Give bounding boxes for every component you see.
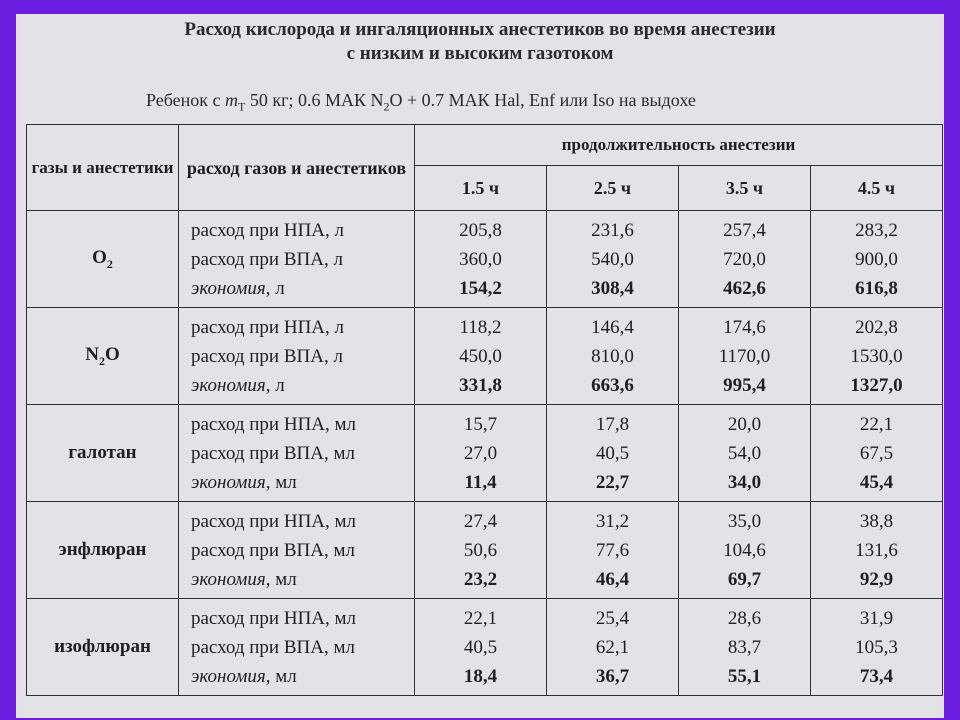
consumption-table [26, 124, 943, 696]
label-savings-unit: , мл [265, 665, 297, 687]
value-cell [811, 405, 943, 502]
label-low-flow: расход при НПА, л [191, 316, 344, 338]
value-cell [547, 405, 679, 502]
label-high-flow: расход при ВПА, л [191, 248, 343, 270]
label-savings-word: экономия [191, 568, 266, 590]
value-cell [811, 599, 943, 696]
value-cell [811, 308, 943, 405]
value-savings: 1327,0 [850, 374, 903, 396]
value-low-flow: 146,4 [591, 316, 634, 338]
value-savings: 36,7 [595, 665, 630, 687]
value-savings: 45,4 [859, 471, 894, 493]
table-row [27, 502, 943, 599]
value-low-flow: 35,0 [727, 510, 762, 532]
value-low-flow: 27,4 [463, 510, 498, 532]
value-cell [415, 599, 547, 696]
value-savings: 55,1 [727, 665, 762, 687]
gas-name: энфлюран [58, 539, 147, 560]
value-low-flow: 25,4 [595, 607, 630, 629]
gas-name-suffix: O [104, 343, 120, 365]
value-cell [811, 502, 943, 599]
label-high-flow: расход при ВПА, мл [191, 442, 355, 464]
value-cell [679, 599, 811, 696]
value-low-flow: 15,7 [463, 413, 498, 435]
table-row [27, 211, 943, 308]
label-savings-word: экономия [191, 471, 266, 493]
value-low-flow: 202,8 [855, 316, 898, 338]
label-savings-word: экономия [191, 374, 266, 396]
value-low-flow: 17,8 [595, 413, 630, 435]
value-cell [415, 211, 547, 308]
gas-name: O [92, 246, 107, 268]
value-cell [679, 308, 811, 405]
label-savings [191, 274, 414, 303]
value-low-flow: 283,2 [855, 219, 898, 241]
value-low-flow: 257,4 [723, 219, 766, 241]
value-high-flow: 77,6 [595, 539, 630, 561]
header-consumption: расход газов и анестетиков [179, 125, 415, 211]
value-high-flow: 131,6 [855, 539, 898, 561]
value-high-flow: 900,0 [855, 248, 898, 270]
gas-name-cell [27, 308, 179, 405]
page-title [16, 18, 944, 66]
value-savings: 331,8 [459, 374, 502, 396]
value-low-flow: 22,1 [463, 607, 498, 629]
value-high-flow: 360,0 [459, 248, 502, 270]
value-low-flow: 174,6 [723, 316, 766, 338]
value-savings: 308,4 [591, 277, 634, 299]
document-page [16, 14, 944, 718]
value-high-flow: 67,5 [859, 442, 894, 464]
value-savings: 69,7 [727, 568, 762, 590]
value-high-flow: 54,0 [727, 442, 762, 464]
value-cell [679, 405, 811, 502]
gas-name-subscript: 2 [98, 353, 105, 368]
table-row [27, 599, 943, 696]
gas-name-subscript: 2 [106, 256, 113, 271]
label-low-flow: расход при НПА, мл [191, 413, 357, 435]
value-savings: 18,4 [463, 665, 498, 687]
header-hour-2: 2.5 ч [547, 166, 679, 211]
header-gases: газы и анестетики [27, 125, 179, 211]
value-cell [679, 502, 811, 599]
gas-name-cell [27, 405, 179, 502]
value-low-flow: 20,0 [727, 413, 762, 435]
consumption-labels-cell [179, 405, 415, 502]
label-high-flow: расход при ВПА, л [191, 345, 343, 367]
gas-name-cell [27, 502, 179, 599]
label-high-flow: расход при ВПА, мл [191, 539, 355, 561]
value-savings: 92,9 [859, 568, 894, 590]
consumption-labels-cell [179, 502, 415, 599]
label-high-flow: расход при ВПА, мл [191, 636, 355, 658]
label-savings-word: экономия [191, 665, 266, 687]
value-savings: 462,6 [723, 277, 766, 299]
subtitle-n2o-subscript: 2 [383, 99, 390, 114]
value-cell [547, 211, 679, 308]
value-high-flow: 83,7 [727, 636, 762, 658]
value-savings: 23,2 [463, 568, 498, 590]
value-low-flow: 205,8 [459, 219, 502, 241]
value-cell [679, 211, 811, 308]
header-hour-3: 3.5 ч [679, 166, 811, 211]
value-high-flow: 720,0 [723, 248, 766, 270]
value-high-flow: 104,6 [723, 539, 766, 561]
value-high-flow: 1530,0 [850, 345, 903, 367]
value-high-flow: 105,3 [855, 636, 898, 658]
subtitle-mass-symbol: m [225, 90, 239, 110]
value-high-flow: 50,6 [463, 539, 498, 561]
value-high-flow: 62,1 [595, 636, 630, 658]
label-low-flow: расход при НПА, мл [191, 510, 357, 532]
label-savings [191, 662, 414, 691]
consumption-labels-cell [179, 308, 415, 405]
value-savings: 663,6 [591, 374, 634, 396]
value-high-flow: 540,0 [591, 248, 634, 270]
label-savings [191, 468, 414, 497]
label-savings-unit: , мл [265, 568, 297, 590]
label-savings [191, 565, 414, 594]
consumption-labels-cell [179, 599, 415, 696]
value-low-flow: 38,8 [859, 510, 894, 532]
value-cell [547, 502, 679, 599]
value-savings: 34,0 [727, 471, 762, 493]
gas-name-cell [27, 211, 179, 308]
title-line-1: Расход кислорода и ингаляционных анестетиков во время анестезии [184, 19, 776, 40]
value-low-flow: 31,9 [859, 607, 894, 629]
table-row [27, 308, 943, 405]
title-line-2: с низким и высоким газотоком [346, 43, 614, 64]
value-savings: 73,4 [859, 665, 894, 687]
consumption-labels-cell [179, 211, 415, 308]
subtitle-pre: Ребенок с [146, 90, 226, 110]
header-hour-4: 4.5 ч [811, 166, 943, 211]
label-low-flow: расход при НПА, мл [191, 607, 357, 629]
value-high-flow: 40,5 [463, 636, 498, 658]
table-body [27, 211, 943, 696]
value-high-flow: 810,0 [591, 345, 634, 367]
value-low-flow: 231,6 [591, 219, 634, 241]
label-savings-word: экономия [191, 277, 266, 299]
subtitle-mass-subscript: T [238, 99, 246, 114]
value-high-flow: 1170,0 [718, 345, 771, 367]
label-low-flow: расход при НПА, л [191, 219, 344, 241]
value-savings: 11,4 [464, 471, 497, 493]
label-savings-unit: , л [265, 374, 285, 396]
gas-name: N [85, 343, 99, 365]
table-row [27, 405, 943, 502]
value-low-flow: 31,2 [595, 510, 630, 532]
header-hour-1: 1.5 ч [415, 166, 547, 211]
value-high-flow: 450,0 [459, 345, 502, 367]
value-cell [811, 211, 943, 308]
gas-name-cell [27, 599, 179, 696]
value-savings: 154,2 [459, 277, 502, 299]
value-low-flow: 28,6 [727, 607, 762, 629]
header-duration: продолжительность анестезии [415, 125, 943, 166]
value-cell [415, 502, 547, 599]
value-savings: 22,7 [595, 471, 630, 493]
value-savings: 46,4 [595, 568, 630, 590]
value-high-flow: 40,5 [595, 442, 630, 464]
value-low-flow: 118,2 [459, 316, 502, 338]
label-savings [191, 371, 414, 400]
subtitle [146, 90, 696, 115]
value-cell [415, 308, 547, 405]
gas-name: изофлюран [54, 636, 151, 657]
value-savings: 616,8 [855, 277, 898, 299]
header-row-top [27, 125, 943, 166]
value-savings: 995,4 [723, 374, 766, 396]
value-cell [547, 599, 679, 696]
label-savings-unit: , л [265, 277, 285, 299]
value-high-flow: 27,0 [463, 442, 498, 464]
subtitle-mid: 50 кг; 0.6 МАК N [245, 90, 384, 110]
value-low-flow: 22,1 [859, 413, 894, 435]
value-cell [415, 405, 547, 502]
subtitle-post: O + 0.7 МАК Hal, Enf или Iso на выдохе [389, 90, 696, 110]
label-savings-unit: , мл [265, 471, 297, 493]
gas-name: галотан [68, 442, 137, 463]
value-cell [547, 308, 679, 405]
